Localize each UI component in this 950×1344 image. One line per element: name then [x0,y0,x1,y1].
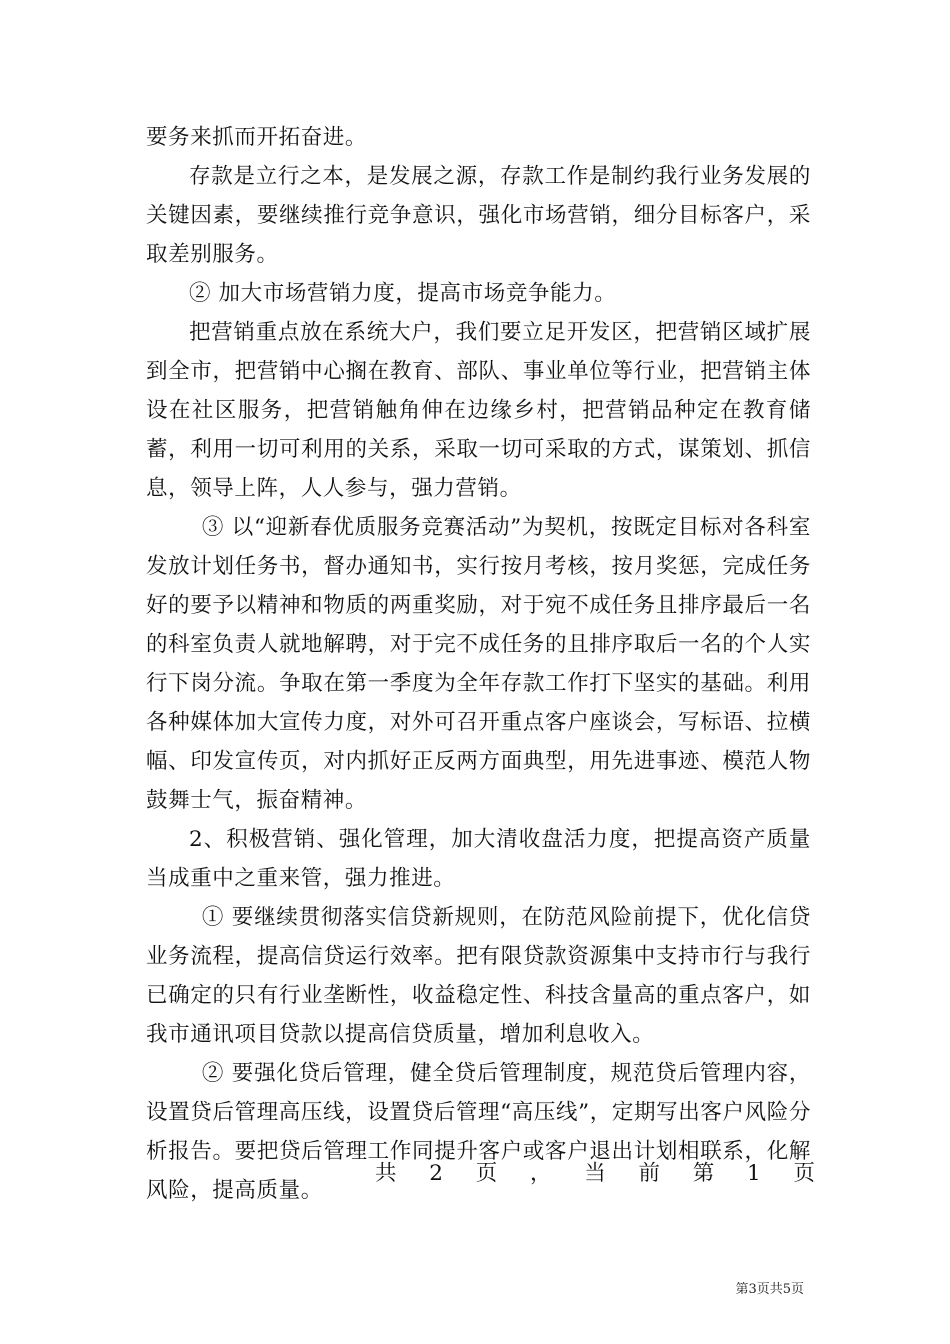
paragraph-post-loan: ② 要强化贷后管理，健全贷后管理制度，规范贷后管理内容，设置贷后管理高压线，设置贷后管理“高压线”，定期写出客户风险分析报告。要把贷后管理工作同提升客户或客户退出计划相联系，化解风险，提高质量。 [146,1061,811,1203]
paragraph-continuation: 要务来抓而开拓奋进。 [146,125,368,150]
paragraph-marketing-focus: 把营销重点放在系统大户，我们要立足开发区，把营销区域扩展到全市，把营销中心搁在教育、部队、事业单位等行业，把营销主体设在社区服务，把营销触角伸在边缘乡村，把营销品种定在教育储蓄，利用一切可利用的关系，采取一切可采取的方式，谋策划、抓信息，领导上阵，人人参与，强力营销。 [146,320,811,501]
paragraph-marketing-heading: ② 加大市场营销力度，提高市场竞争能力。 [189,281,617,306]
page-counter-char: 页 [793,1161,815,1186]
page-counter-char: 第 [692,1161,715,1186]
page-counter-char: 当 [584,1161,606,1186]
page-counter [375,1156,815,1192]
page-counter-current: 1 [747,1161,761,1186]
page-counter-char: 共 [375,1161,397,1186]
page-counter-char: 前 [638,1161,661,1186]
page-footer: 第3页共5页 [735,1282,804,1297]
document-body [146,118,811,1210]
page-counter-char: 页 [475,1161,498,1186]
page-counter-char: ， [529,1161,552,1186]
paragraph-asset-quality: 2、积极营销、强化管理，加大清收盘活力度，把提高资产质量当成重中之重来管，强力推进。 [146,827,811,891]
paragraph-credit-rules: ① 要继续贯彻落实信贷新规则，在防范风险前提下，优化信贷业务流程，提高信贷运行效率。把有限贷款资源集中支持市行与我行已确定的只有行业垄断性，收益稳定性、科技含量高的重点客户，如我市通讯项目贷款以提高信贷质量，增加利息收入。 [146,905,811,1047]
page-counter-total: 2 [429,1161,443,1186]
paragraph-service-competition: ③ 以“迎新春优质服务竞赛活动”为契机，按既定目标对各科室发放计划任务书，督办通知书，实行按月考核，按月奖惩，完成任务好的要予以精神和物质的两重奖励，对于宛不成任务且排序最后一名的科室负责人就地解聘，对于完不成任务的且排序取后一名的个人实行下岗分流。争取在第一季度为全年存款工作打下坚实的基础。利用各种媒体加大宣传力度，对外可召开重点客户座谈会，写标语、拉横幅、印发宣传页，对内抓好正反两方面典型，用先进事迹、模范人物鼓舞士气，振奋精神。 [146,515,811,813]
paragraph-deposit: 存款是立行之本，是发展之源，存款工作是制约我行业务发展的关键因素，要继续推行竞争意识，强化市场营销，细分目标客户，采取差别服务。 [146,164,811,267]
